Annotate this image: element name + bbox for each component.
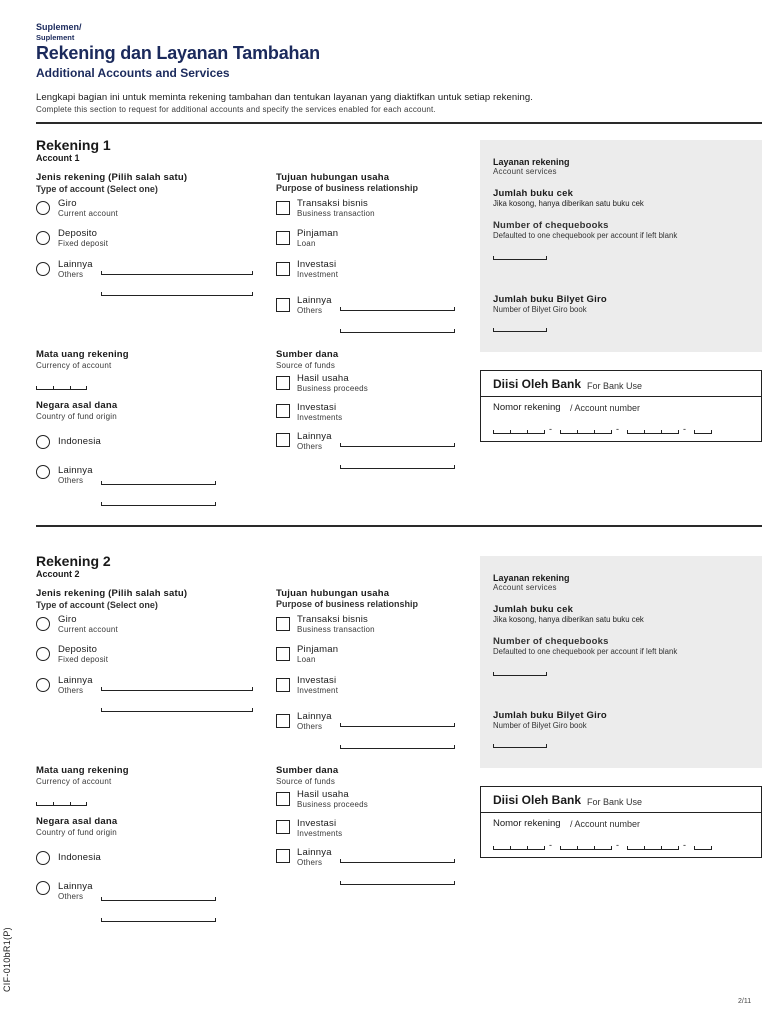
country-label-en: Country of fund origin xyxy=(36,828,117,837)
option-label-en: Business proceeds xyxy=(297,384,368,393)
chequebook-count-field[interactable] xyxy=(493,675,547,676)
other-source-checkbox[interactable] xyxy=(276,849,290,863)
option-label-en: Others xyxy=(58,686,84,695)
account-type-label-en: Type of account (Select one) xyxy=(36,600,158,610)
account-type-label: Jenis rekening (Pilih salah satu) xyxy=(36,588,188,599)
account-number-field-1[interactable] xyxy=(493,849,545,850)
business-proceeds-checkbox[interactable] xyxy=(276,376,290,390)
services-label: Layanan rekening xyxy=(493,573,570,583)
option-label-en: Current account xyxy=(58,209,118,218)
chequebook-note: Jika kosong, hanya diberikan satu buku cek xyxy=(493,615,644,624)
other-type-radio[interactable] xyxy=(36,678,50,692)
purpose-label-en: Purpose of business relationship xyxy=(276,183,419,193)
option-label: Hasil usaha xyxy=(297,373,349,384)
other-purpose-field[interactable] xyxy=(340,726,455,727)
form-code: CIF-010bR1(P) xyxy=(2,927,12,992)
option-label: Transaksi bisnis xyxy=(297,614,368,625)
account-number-label-en: / Account number xyxy=(570,403,641,413)
page-number: 2/11 xyxy=(738,998,752,1005)
giro-book-count-field[interactable] xyxy=(493,747,547,748)
chequebook-label: Jumlah buku cek xyxy=(493,188,574,199)
option-label: Indonesia xyxy=(58,436,102,447)
separator-dash: - xyxy=(549,424,552,434)
account-number-field-3[interactable] xyxy=(627,849,679,850)
separator-dash: - xyxy=(549,840,552,850)
other-purpose-field-line2[interactable] xyxy=(340,748,455,749)
option-label: Transaksi bisnis xyxy=(297,198,368,209)
option-label-en: Others xyxy=(297,722,323,731)
business-transaction-checkbox[interactable] xyxy=(276,617,290,631)
other-type-field[interactable] xyxy=(101,690,253,691)
source-label-en: Source of funds xyxy=(276,361,336,370)
option-label: Lainnya xyxy=(58,675,93,686)
option-label-en: Current account xyxy=(58,625,118,634)
option-label: Lainnya xyxy=(297,711,332,722)
separator-dash: - xyxy=(683,424,686,434)
account-number-label: Nomor rekening xyxy=(493,402,561,413)
option-label: Indonesia xyxy=(58,852,102,863)
option-label: Deposito xyxy=(58,228,98,239)
supplement-label-en: Suplement xyxy=(36,33,75,42)
account-number-field-2[interactable] xyxy=(560,849,612,850)
other-purpose-field-line2[interactable] xyxy=(340,332,455,333)
intro-text-en: Complete this section to request for additional accounts and specify the services enabled for each account. xyxy=(36,105,436,114)
separator-dash: - xyxy=(616,840,619,850)
country-label: Negara asal dana xyxy=(36,400,118,411)
other-type-field-line2[interactable] xyxy=(101,711,253,712)
account-title: Rekening 1 xyxy=(36,137,111,153)
option-label: Lainnya xyxy=(58,465,93,476)
account-subtitle: Account 2 xyxy=(36,569,80,579)
separator-dash: - xyxy=(616,424,619,434)
account-type-label: Jenis rekening (Pilih salah satu) xyxy=(36,172,188,183)
investments-checkbox[interactable] xyxy=(276,820,290,834)
other-source-field-line2[interactable] xyxy=(340,884,455,885)
bank-use-title-en: For Bank Use xyxy=(587,381,643,391)
option-label-en: Others xyxy=(297,858,323,867)
other-purpose-checkbox[interactable] xyxy=(276,714,290,728)
option-label: Investasi xyxy=(297,259,337,270)
giro-radio[interactable] xyxy=(36,201,50,215)
account-number-field-4[interactable] xyxy=(694,849,712,850)
indonesia-radio[interactable] xyxy=(36,851,50,865)
option-label: Giro xyxy=(58,614,77,625)
option-label: Lainnya xyxy=(58,881,93,892)
purpose-label: Tujuan hubungan usaha xyxy=(276,588,390,599)
option-label-en: Others xyxy=(58,476,84,485)
investment-checkbox[interactable] xyxy=(276,678,290,692)
option-label: Investasi xyxy=(297,818,337,829)
loan-checkbox[interactable] xyxy=(276,647,290,661)
chequebook-note: Jika kosong, hanya diberikan satu buku cek xyxy=(493,199,644,208)
business-transaction-checkbox[interactable] xyxy=(276,201,290,215)
services-label-en: Account services xyxy=(493,583,557,592)
investment-checkbox[interactable] xyxy=(276,262,290,276)
option-label: Lainnya xyxy=(297,295,332,306)
other-country-field[interactable] xyxy=(101,900,216,901)
other-purpose-field[interactable] xyxy=(340,310,455,311)
other-type-field[interactable] xyxy=(101,274,253,275)
bank-use-title: Diisi Oleh Bank xyxy=(493,377,582,391)
chequebook-label-en: Number of chequebooks xyxy=(493,636,609,647)
other-country-radio[interactable] xyxy=(36,881,50,895)
source-label: Sumber dana xyxy=(276,765,339,776)
giro-book-label-en: Number of Bilyet Giro book xyxy=(493,305,587,314)
option-label-en: Business proceeds xyxy=(297,800,368,809)
currency-label: Mata uang rekening xyxy=(36,349,129,360)
option-label: Lainnya xyxy=(58,259,93,270)
account-subtitle: Account 1 xyxy=(36,153,80,163)
currency-field[interactable] xyxy=(36,389,87,390)
option-label: Pinjaman xyxy=(297,228,339,239)
option-label-en: Others xyxy=(297,442,323,451)
currency-label-en: Currency of account xyxy=(36,361,112,370)
other-type-field-line2[interactable] xyxy=(101,295,253,296)
option-label: Giro xyxy=(58,198,77,209)
chequebook-label-en: Number of chequebooks xyxy=(493,220,609,231)
supplement-label: Suplemen/ xyxy=(36,22,82,32)
account-section-2 xyxy=(0,416,770,936)
option-label-en: Loan xyxy=(297,239,316,248)
chequebook-note-en: Defaulted to one chequebook per account if left blank xyxy=(493,647,678,656)
option-label-en: Business transaction xyxy=(297,625,375,634)
country-label-en: Country of fund origin xyxy=(36,412,117,421)
giro-book-count-field[interactable] xyxy=(493,331,547,332)
option-label: Investasi xyxy=(297,402,337,413)
account-number-label: Nomor rekening xyxy=(493,818,561,829)
option-label-en: Others xyxy=(297,306,323,315)
bank-use-title: Diisi Oleh Bank xyxy=(493,793,582,807)
option-label-en: Investments xyxy=(297,413,343,422)
option-label: Investasi xyxy=(297,675,337,686)
currency-field[interactable] xyxy=(36,805,87,806)
option-label-en: Fixed deposit xyxy=(58,655,109,664)
account-number-label-en: / Account number xyxy=(570,819,641,829)
page-title: Rekening dan Layanan Tambahan xyxy=(36,43,320,63)
other-country-field-line2[interactable] xyxy=(101,921,216,922)
purpose-label-en: Purpose of business relationship xyxy=(276,599,419,609)
option-label: Lainnya xyxy=(297,847,332,858)
option-label-en: Investment xyxy=(297,686,339,695)
source-label-en: Source of funds xyxy=(276,777,336,786)
option-label-en: Fixed deposit xyxy=(58,239,109,248)
giro-book-label-en: Number of Bilyet Giro book xyxy=(493,721,587,730)
chequebook-count-field[interactable] xyxy=(493,259,547,260)
currency-label-en: Currency of account xyxy=(36,777,112,786)
option-label-en: Investments xyxy=(297,829,343,838)
account-type-label-en: Type of account (Select one) xyxy=(36,184,158,194)
option-label: Hasil usaha xyxy=(297,789,349,800)
account-title: Rekening 2 xyxy=(36,553,111,569)
option-label: Lainnya xyxy=(297,431,332,442)
loan-checkbox[interactable] xyxy=(276,231,290,245)
option-label: Pinjaman xyxy=(297,644,339,655)
separator-dash: - xyxy=(683,840,686,850)
giro-book-label: Jumlah buku Bilyet Giro xyxy=(493,710,607,721)
bank-use-title-en: For Bank Use xyxy=(587,797,643,807)
chequebook-label: Jumlah buku cek xyxy=(493,604,574,615)
business-proceeds-checkbox[interactable] xyxy=(276,792,290,806)
country-label: Negara asal dana xyxy=(36,816,118,827)
deposito-radio[interactable] xyxy=(36,647,50,661)
purpose-label: Tujuan hubungan usaha xyxy=(276,172,390,183)
currency-label: Mata uang rekening xyxy=(36,765,129,776)
option-label-en: Business transaction xyxy=(297,209,375,218)
option-label: Deposito xyxy=(58,644,98,655)
other-source-field[interactable] xyxy=(340,862,455,863)
option-label-en: Others xyxy=(58,892,84,901)
intro-text: Lengkapi bagian ini untuk meminta rekening tambahan dan tentukan layanan yang diaktifkan untuk setiap rekening. xyxy=(36,92,533,103)
option-label-en: Investment xyxy=(297,270,339,279)
source-label: Sumber dana xyxy=(276,349,339,360)
deposito-radio[interactable] xyxy=(36,231,50,245)
giro-radio[interactable] xyxy=(36,617,50,631)
services-label-en: Account services xyxy=(493,167,557,176)
services-label: Layanan rekening xyxy=(493,157,570,167)
other-purpose-checkbox[interactable] xyxy=(276,298,290,312)
option-label-en: Loan xyxy=(297,655,316,664)
chequebook-note-en: Defaulted to one chequebook per account if left blank xyxy=(493,231,678,240)
other-type-radio[interactable] xyxy=(36,262,50,276)
giro-book-label: Jumlah buku Bilyet Giro xyxy=(493,294,607,305)
option-label-en: Others xyxy=(58,270,84,279)
page-subtitle: Additional Accounts and Services xyxy=(36,66,230,80)
